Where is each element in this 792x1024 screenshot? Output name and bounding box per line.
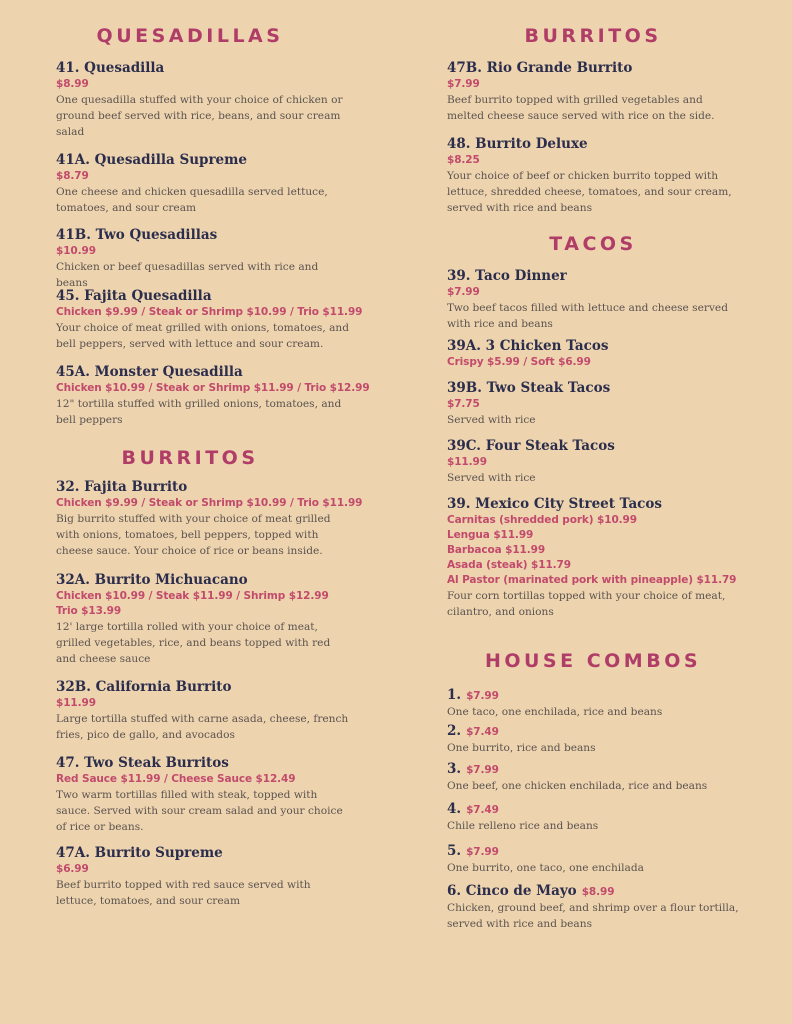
item-description: Beef burrito topped with grilled vegetables and melted cheese sauce served with rice on the side. (447, 94, 715, 122)
item-price: $8.99 (56, 78, 89, 90)
menu-item (447, 882, 747, 932)
item-price: Chicken $10.99 / Steak or Shrimp $11.99 / Trio $12.99 (56, 382, 370, 394)
menu-item (447, 337, 747, 370)
item-description: 12" tortilla stuffed with grilled onions, tomatoes, and bell peppers (56, 398, 342, 426)
item-name (447, 337, 747, 355)
item-name-text: 2. (447, 723, 462, 739)
menu-item (56, 678, 356, 743)
item-description: One burrito, one taco, one enchilada (447, 862, 644, 874)
item-price: $7.99 (466, 764, 499, 776)
menu-item (447, 800, 747, 834)
menu-item (447, 135, 747, 216)
item-name-text: 32B. California Burrito (56, 679, 232, 695)
item-name (447, 59, 747, 77)
section-heading: TACOS (549, 233, 637, 255)
item-price: $11.99 (56, 697, 96, 709)
menu-item (56, 151, 356, 216)
item-price: Crispy $5.99 / Soft $6.99 (447, 356, 591, 368)
item-name (56, 844, 356, 862)
item-price: $7.99 (466, 846, 499, 858)
item-price: Trio $13.99 (56, 605, 122, 617)
item-description: Served with rice (447, 472, 536, 484)
item-description: Your choice of meat grilled with onions, tomatoes, and bell peppers, served with lettuce and sour cream. (56, 322, 350, 350)
item-name (56, 571, 356, 589)
item-name-text: 39. Taco Dinner (447, 268, 567, 284)
item-name (447, 686, 747, 704)
item-name-text: 6. Cinco de Mayo (447, 883, 577, 899)
item-price: $8.25 (447, 154, 480, 166)
menu-item (56, 59, 356, 140)
item-name-text: 1. (447, 687, 462, 703)
item-name-text: 39A. 3 Chicken Tacos (447, 338, 609, 354)
item-price: $7.99 (447, 286, 480, 298)
item-price: $10.99 (56, 245, 96, 257)
section-heading: BURRITOS (524, 25, 662, 47)
item-name-text: 5. (447, 843, 462, 859)
item-name-text: 39B. Two Steak Tacos (447, 380, 611, 396)
menu-item (447, 842, 747, 876)
item-name-text: 47B. Rio Grande Burrito (447, 60, 633, 76)
item-name-text: 39C. Four Steak Tacos (447, 438, 615, 454)
item-name (56, 151, 356, 169)
menu-item (447, 495, 747, 620)
item-name (447, 135, 747, 153)
menu-item (447, 437, 747, 486)
menu-item (56, 226, 356, 291)
item-price: Chicken $9.99 / Steak or Shrimp $10.99 / Trio $11.99 (56, 497, 363, 509)
item-description: One taco, one enchilada, rice and beans (447, 706, 663, 718)
item-name (56, 226, 356, 244)
item-description: Chile relleno rice and beans (447, 820, 599, 832)
item-price: Barbacoa $11.99 (447, 544, 546, 556)
item-price: Lengua $11.99 (447, 529, 534, 541)
item-description: One quesadilla stuffed with your choice of chicken or ground beef served with rice, beans, and sour cream salad (56, 94, 343, 138)
item-price: Carnitas (shredded pork) $10.99 (447, 514, 637, 526)
menu-item (447, 722, 747, 756)
item-description: Beef burrito topped with red sauce served with lettuce, tomatoes, and sour cream (56, 879, 311, 907)
item-name (56, 287, 356, 305)
item-description: Chicken or beef quesadillas served with rice and beans (56, 261, 319, 289)
item-name-text: 3. (447, 761, 462, 777)
item-name (56, 678, 356, 696)
item-name-text: 39. Mexico City Street Tacos (447, 496, 663, 512)
item-name (447, 437, 747, 455)
item-name (56, 754, 356, 772)
item-name-text: 32A. Burrito Michuacano (56, 572, 248, 588)
menu-item (447, 760, 747, 794)
item-name-text: 45A. Monster Quesadilla (56, 364, 243, 380)
menu-item (447, 686, 747, 720)
item-name-text: 41A. Quesadilla Supreme (56, 152, 248, 168)
item-name-text: 41. Quesadilla (56, 60, 165, 76)
item-name-text: 32. Fajita Burrito (56, 479, 188, 495)
item-description: 12' large tortilla rolled with your choice of meat, grilled vegetables, rice, and beans topped with red and cheese sauce (56, 621, 331, 665)
menu-item (447, 59, 747, 124)
item-price: $8.79 (56, 170, 89, 182)
item-price: $7.49 (466, 726, 499, 738)
item-name (56, 478, 356, 496)
item-price: $7.75 (447, 398, 480, 410)
item-price: $7.99 (447, 78, 480, 90)
item-name (447, 800, 747, 818)
item-description: One beef, one chicken enchilada, rice and beans (447, 780, 708, 792)
menu-item (447, 267, 747, 332)
item-description: Two warm tortillas filled with steak, topped with sauce. Served with sour cream salad and your choice of rice or beans. (56, 789, 343, 833)
item-description: Four corn tortillas topped with your choice of meat, cilantro, and onions (447, 590, 726, 618)
item-name (447, 722, 747, 740)
item-name (56, 363, 356, 381)
item-description: Big burrito stuffed with your choice of meat grilled with onions, tomatoes, bell peppers, topped with cheese sauce. Your choice of rice or beans inside. (56, 513, 331, 557)
item-price: Al Pastor (marinated pork with pineapple) $11.79 (447, 574, 737, 586)
item-price: Chicken $9.99 / Steak or Shrimp $10.99 / Trio $11.99 (56, 306, 363, 318)
section-heading: QUESADILLAS (96, 25, 284, 47)
item-name-text: 47. Two Steak Burritos (56, 755, 229, 771)
item-price: $7.99 (466, 690, 499, 702)
menu-item (56, 287, 363, 352)
item-price: Asada (steak) $11.79 (447, 559, 571, 571)
item-name-text: 48. Burrito Deluxe (447, 136, 588, 152)
item-price: $8.99 (581, 886, 615, 898)
item-price: $11.99 (447, 456, 487, 468)
item-name-text: 4. (447, 801, 462, 817)
item-name (447, 842, 747, 860)
item-description: Two beef tacos filled with lettuce and cheese served with rice and beans (447, 302, 728, 330)
item-description: One burrito, rice and beans (447, 742, 596, 754)
item-price: $7.49 (466, 804, 499, 816)
item-name (447, 882, 747, 900)
menu-item (56, 363, 370, 428)
menu-item (56, 754, 356, 835)
menu-item (56, 844, 356, 909)
item-description: Your choice of beef or chicken burrito topped with lettuce, shredded cheese, tomatoes, and sour cream, served with rice and beans (447, 170, 732, 214)
item-description: One cheese and chicken quesadilla served lettuce, tomatoes, and sour cream (56, 186, 328, 214)
item-name (447, 760, 747, 778)
item-price: Red Sauce $11.99 / Cheese Sauce $12.49 (56, 773, 296, 785)
menu-item (447, 379, 747, 428)
item-name-text: 47A. Burrito Supreme (56, 845, 223, 861)
item-description: Large tortilla stuffed with carne asada, cheese, french fries, pico de gallo, and avocados (56, 713, 349, 741)
item-name (447, 379, 747, 397)
item-name-text: 41B. Two Quesadillas (56, 227, 218, 243)
section-heading: HOUSE COMBOS (484, 650, 702, 672)
item-description: Chicken, ground beef, and shrimp over a flour tortilla, served with rice and beans (447, 902, 739, 930)
item-price: $6.99 (56, 863, 89, 875)
menu-item (56, 478, 363, 559)
item-name (447, 495, 747, 513)
menu-item (56, 571, 356, 667)
item-description: Served with rice (447, 414, 536, 426)
item-price: Chicken $10.99 / Steak $11.99 / Shrimp $12.99 (56, 590, 329, 602)
item-name-text: 45. Fajita Quesadilla (56, 288, 212, 304)
item-name (447, 267, 747, 285)
item-name (56, 59, 356, 77)
section-heading: BURRITOS (121, 447, 259, 469)
